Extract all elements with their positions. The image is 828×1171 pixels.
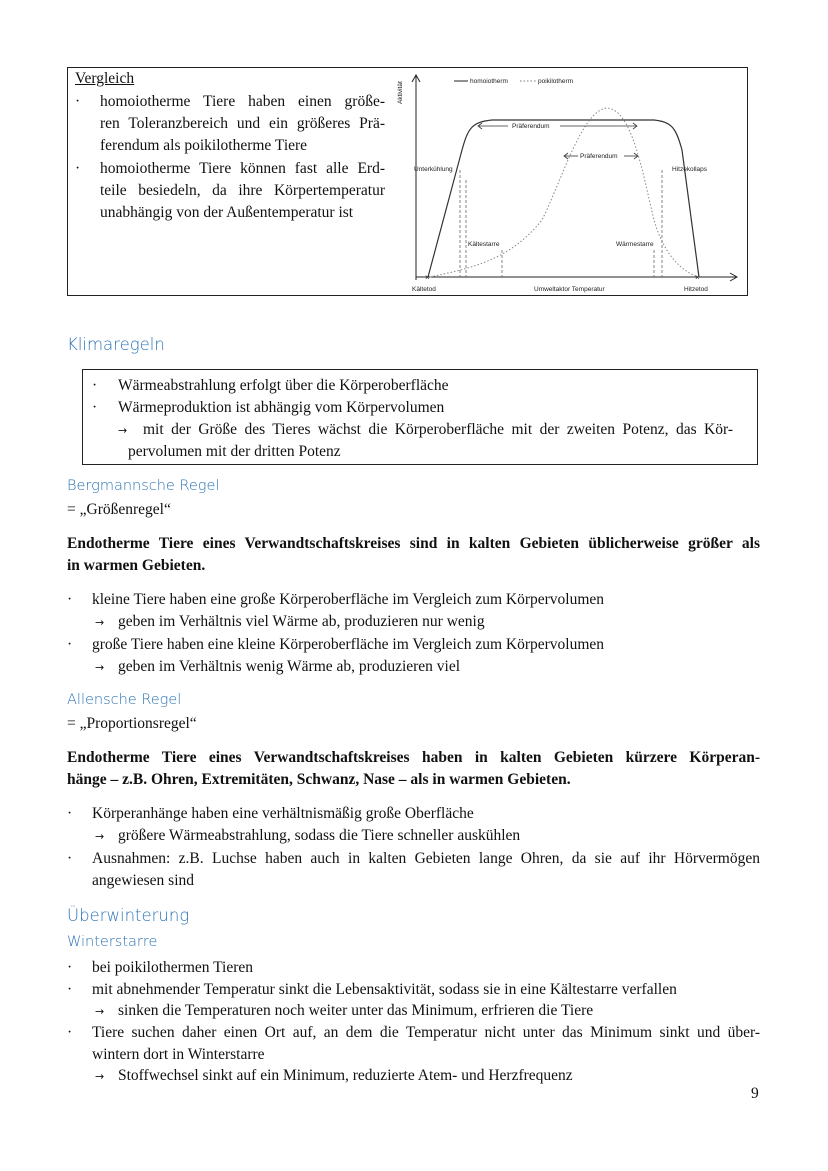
bergmann-arrow-2-text: geben im Verhältnis wenig Wärme ab, produzieren viel: [118, 658, 461, 675]
bergmann-rule-line-2: in warmen Gebieten.: [67, 557, 206, 574]
bergmann-rule: [67, 533, 760, 577]
comparison-bullet-2: [75, 158, 385, 224]
allen-bullet-2-line-1: Ausnahmen: z.B. Luchse haben auch in kalten Gebieten lange Ohren, da sie auf ihr Hörvermögen: [92, 850, 760, 867]
allen-bullet-2-line-2: angewiesen sind: [92, 872, 195, 889]
bergmann-arrow-1: [95, 611, 485, 633]
comparison-bullet-1-line-2: ren Toleranzbereich und ein größeres Prä-: [100, 115, 385, 132]
comparison-bullet-2-line-3: unabhängig von der Außentemperatur ist: [100, 204, 354, 221]
comparison-bullet-2-line-1: homoiotherme Tiere können fast alle Erd-: [100, 160, 385, 177]
klima-bullet-2: [92, 397, 444, 419]
klima-bullet-1-text: Wärmeabstrahlung erfolgt über die Körperoberfläche: [118, 377, 449, 394]
bullet-dot: ·: [67, 981, 73, 998]
bullet-dot: ·: [67, 959, 73, 976]
page-number: 9: [751, 1085, 759, 1102]
winter-bullet-3-line-1: Tiere suchen daher einen Ort auf, an dem die Temperatur nicht unter das Minimum sinkt und über-: [92, 1024, 760, 1041]
section-heading-klimaregeln: Klimaregeln: [67, 335, 165, 354]
winter-bullet-2: [67, 979, 677, 1001]
allen-arrow-1-text: größere Wärmeabstrahlung, sodass die Tiere schneller auskühlen: [118, 827, 521, 844]
allen-rule: [67, 747, 760, 791]
legend-poikilotherm: poikilotherm: [538, 78, 574, 85]
winter-bullet-3-line-2: wintern dort in Winterstarre: [92, 1046, 265, 1063]
bullet-dot: ·: [67, 591, 73, 608]
winter-arrow-2-text: Stoffwechsel sinkt auf ein Minimum, reduzierte Atem- und Herzfrequenz: [118, 1067, 573, 1084]
bullet-dot: ·: [75, 93, 81, 110]
allen-bullet-1-text: Körperanhänge haben eine verhältnismäßig große Oberfläche: [92, 805, 474, 822]
arrow-icon: →: [95, 830, 105, 843]
bergmann-bullet-2: [67, 634, 604, 656]
arrow-icon: →: [95, 1070, 105, 1083]
bergmann-bullet-1-text: kleine Tiere haben eine große Körperoberfläche im Vergleich zum Körpervolumen: [92, 591, 605, 608]
bergmann-alias: = „Größenregel“: [67, 501, 171, 518]
arrow-icon: →: [95, 661, 105, 674]
annotation-waermestarre: Wärmestarre: [616, 241, 654, 248]
allen-bullet-1: [67, 803, 474, 825]
klima-bullet-2-text: Wärmeproduktion ist abhängig vom Körpervolumen: [118, 399, 445, 416]
allen-rule-line-2: hänge – z.B. Ohren, Extremitäten, Schwanz, Nase – als in warmen Gebieten.: [67, 771, 571, 788]
comparison-bullet-1-line-3: ferendum als poikilotherme Tiere: [100, 137, 308, 154]
annotation-kaeltestarre: Kältestarre: [468, 241, 500, 248]
section-heading-ueberwinterung: Überwinterung: [67, 906, 190, 925]
bullet-dot: ·: [67, 805, 73, 822]
bullet-dot: ·: [67, 850, 73, 867]
allen-arrow-1: [95, 825, 520, 847]
winter-bullet-2-text: mit abnehmender Temperatur sinkt die Lebensaktivität, sodass sie in eine Kältestarre verfallen: [92, 981, 677, 998]
comparison-bullet-2-line-2: teile besiedeln, da ihre Körpertemperatur: [100, 182, 385, 199]
bergmann-arrow-2: [95, 656, 460, 678]
arrow-icon: →: [118, 424, 128, 437]
winter-arrow-2: [95, 1065, 573, 1087]
bullet-dot: ·: [67, 1024, 73, 1041]
comparison-title: Vergleich: [75, 70, 135, 87]
y-axis-label: Aktivität: [397, 81, 404, 104]
x-axis-label: Umweltaktor Temperatur: [534, 286, 605, 293]
bergmann-arrow-1-text: geben im Verhältnis viel Wärme ab, produzieren nur wenig: [118, 613, 485, 630]
winter-bullet-1-text: bei poikilothermen Tieren: [92, 959, 254, 976]
klima-arrow-line-2: pervolumen mit der dritten Potenz: [128, 443, 341, 460]
winter-bullet-1: [67, 957, 253, 979]
klima-arrow-item: [118, 419, 733, 463]
allen-alias: = „Proportionsregel“: [67, 715, 197, 732]
bullet-dot: ·: [75, 160, 81, 177]
marker-hitzetod: ×: [695, 273, 700, 282]
bergmann-bullet-2-text: große Tiere haben eine kleine Körperoberfläche im Vergleich zum Körpervolumen: [92, 636, 605, 653]
arrow-icon: →: [95, 1005, 105, 1018]
series-homoiotherm: [428, 120, 699, 277]
marker-kaeltetod: ×: [425, 273, 430, 282]
bullet-dot: ·: [92, 399, 98, 416]
subheading-bergmann: Bergmannsche Regel: [67, 478, 220, 494]
subheading-allen: Allensche Regel: [67, 692, 182, 708]
bergmann-rule-line-1: Endotherme Tiere eines Verwandtschaftskreises sind in kalten Gebieten üblicherweise größer als: [67, 535, 760, 552]
allen-bullet-2: [67, 848, 760, 892]
annotation-hitzekollaps: Hitzekollaps: [672, 166, 708, 173]
preferendum-label-homoiotherm: Präferendum: [512, 123, 550, 130]
legend-homoiotherm: homoiotherm: [470, 78, 508, 85]
winter-arrow-1-text: sinken die Temperaturen noch weiter unter das Minimum, erfrieren die Tiere: [118, 1002, 594, 1019]
x-label-hitzetod: Hitzetod: [684, 286, 708, 293]
annotation-unterkuehlung: Unterkühlung: [414, 166, 453, 173]
comparison-bullet-1-line-1: homoiotherme Tiere haben einen größe-: [100, 93, 385, 110]
x-label-kaeltetod: Kältetod: [412, 286, 436, 293]
allen-rule-line-1: Endotherme Tiere eines Verwandtschaftskreises haben in kalten Gebieten kürzere Körperan-: [67, 749, 760, 766]
klima-bullet-1: [92, 375, 449, 397]
tolerance-chart: [392, 70, 744, 295]
series-poikilotherm: [430, 108, 699, 277]
winter-bullet-3: [67, 1022, 760, 1066]
bullet-dot: ·: [92, 377, 98, 394]
bergmann-bullet-1: [67, 589, 604, 611]
bullet-dot: ·: [67, 636, 73, 653]
preferendum-label-poikilotherm: Präferendum: [580, 153, 618, 160]
arrow-icon: →: [95, 616, 105, 629]
winter-arrow-1: [95, 1000, 593, 1022]
klima-arrow-line-1: mit der Größe des Tieres wächst die Körperoberfläche mit der zweiten Potenz, das Kör-: [143, 421, 733, 438]
comparison-bullet-1: [75, 91, 385, 157]
subheading-winterstarre: Winterstarre: [67, 934, 158, 950]
